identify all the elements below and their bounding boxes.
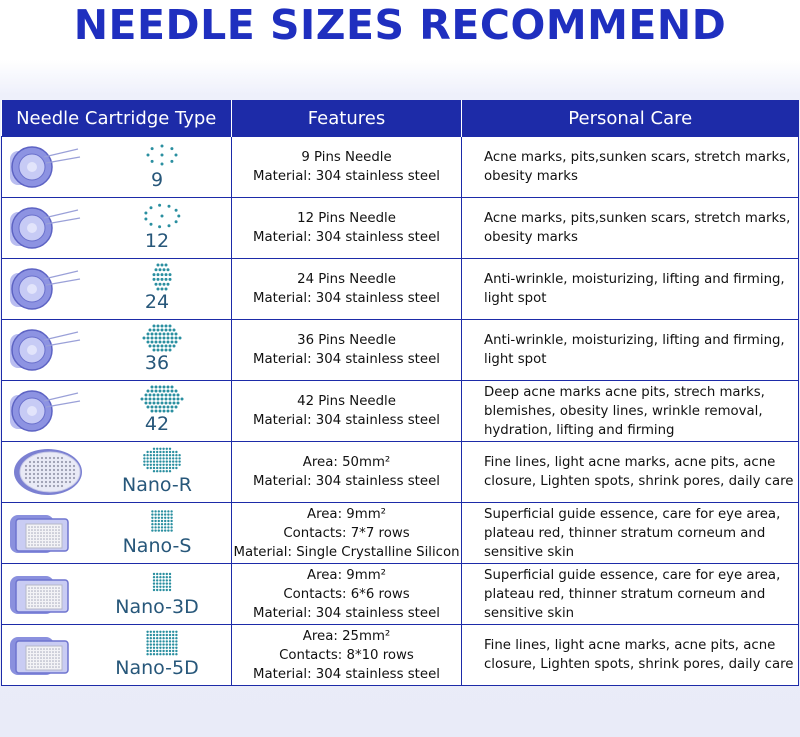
personal-care-cell: Fine lines, light acne marks, acne pits, acne closure, Lighten spots, shrink pores, daily care xyxy=(462,625,799,686)
table-row xyxy=(2,259,799,320)
cartridge-type-cell xyxy=(2,442,232,503)
pin-pattern-icon xyxy=(114,202,210,230)
features-cell xyxy=(232,625,462,686)
needle-sizes-table xyxy=(1,100,799,686)
table-header-row xyxy=(2,100,799,137)
cartridge-image xyxy=(8,448,94,496)
table-row xyxy=(2,381,799,442)
feature-line: Material: 304 stainless steel xyxy=(253,413,440,428)
feature-line: 36 Pins Needle xyxy=(297,333,396,348)
feature-line: Material: 304 stainless steel xyxy=(253,352,440,367)
feature-line: 24 Pins Needle xyxy=(297,272,396,287)
cartridge-image xyxy=(8,570,94,618)
feature-line: 42 Pins Needle xyxy=(297,394,396,409)
pin-pattern-icon xyxy=(114,324,210,352)
cartridge-type-cell xyxy=(2,381,232,442)
features-cell xyxy=(232,259,462,320)
feature-line: Contacts: 8*10 rows xyxy=(279,647,414,663)
cartridge-type-cell xyxy=(2,564,232,625)
feature-line: Material: 304 stainless steel xyxy=(253,666,440,682)
cartridge-image xyxy=(8,631,94,679)
header-features: Features xyxy=(232,100,462,137)
personal-care-cell: Anti-wrinkle, moisturizing, lifting and firming, light spot xyxy=(462,320,799,381)
feature-line: Area: 9mm² xyxy=(306,506,386,522)
feature-line: Area: 25mm² xyxy=(302,628,391,644)
features-cell xyxy=(232,381,462,442)
features-cell xyxy=(232,198,462,259)
feature-line: Material: 304 stainless steel xyxy=(253,605,440,621)
cartridge-image xyxy=(8,265,94,313)
table-row xyxy=(2,503,799,564)
cartridge-type-cell xyxy=(2,259,232,320)
features-cell xyxy=(232,442,462,503)
pin-pattern-icon xyxy=(114,507,210,535)
cartridge-type-label: 24 xyxy=(144,291,170,313)
pin-pattern-icon xyxy=(114,568,210,596)
cartridge-type-label: Nano-3D xyxy=(115,596,199,618)
table-row xyxy=(2,137,799,198)
feature-line: Area: 9mm² xyxy=(306,567,386,583)
personal-care-cell: Superficial guide essence, care for eye area, plateau red, thinner stratum corneum and sensitive skin xyxy=(462,503,799,564)
pin-pattern-icon xyxy=(114,385,210,413)
feature-line: Contacts: 7*7 rows xyxy=(283,525,410,541)
table-row xyxy=(2,442,799,503)
personal-care-cell: Anti-wrinkle, moisturizing, lifting and firming, light spot xyxy=(462,259,799,320)
feature-line: Contacts: 6*6 rows xyxy=(283,586,410,602)
cartridge-type-cell xyxy=(2,137,232,198)
cartridge-type-cell xyxy=(2,320,232,381)
pin-pattern-icon xyxy=(114,629,210,657)
cartridge-image xyxy=(8,387,94,435)
table-row xyxy=(2,625,799,686)
feature-line: 9 Pins Needle xyxy=(301,150,392,165)
features-cell xyxy=(232,503,462,564)
cartridge-type-label: 12 xyxy=(144,230,170,252)
cartridge-image xyxy=(8,509,94,557)
feature-line: 12 Pins Needle xyxy=(297,211,396,226)
cartridge-type-cell xyxy=(2,503,232,564)
pin-pattern-icon xyxy=(114,141,210,169)
feature-line: Area: 50mm² xyxy=(302,455,391,470)
cartridge-type-label: Nano-R xyxy=(122,474,192,496)
page-title: NEEDLE SIZES RECOMMEND xyxy=(73,1,727,49)
feature-line: Material: 304 stainless steel xyxy=(253,230,440,245)
pin-pattern-icon xyxy=(114,263,210,291)
table-row xyxy=(2,564,799,625)
feature-line: Material: Single Crystalline Silicon xyxy=(233,544,460,560)
features-cell xyxy=(232,320,462,381)
pin-pattern-icon xyxy=(114,446,210,474)
personal-care-cell: Deep acne marks acne pits, strech marks, blemishes, obesity lines, wrinkle removal, hydration, lifting and firming xyxy=(462,381,799,442)
feature-line: Material: 304 stainless steel xyxy=(253,169,440,184)
cartridge-type-label: Nano-5D xyxy=(115,657,199,679)
features-cell xyxy=(232,137,462,198)
personal-care-cell: Superficial guide essence, care for eye area, plateau red, thinner stratum corneum and sensitive skin xyxy=(462,564,799,625)
feature-line: Material: 304 stainless steel xyxy=(253,474,440,489)
features-cell xyxy=(232,564,462,625)
personal-care-cell: Acne marks, pits,sunken scars, stretch marks, obesity marks xyxy=(462,198,799,259)
header-cartridge-type: Needle Cartridge Type xyxy=(2,100,232,137)
table-row xyxy=(2,320,799,381)
feature-line: Material: 304 stainless steel xyxy=(253,291,440,306)
cartridge-type-cell xyxy=(2,198,232,259)
cartridge-type-label: 36 xyxy=(144,352,170,374)
personal-care-cell: Acne marks, pits,sunken scars, stretch marks, obesity marks xyxy=(462,137,799,198)
cartridge-image xyxy=(8,204,94,252)
cartridge-type-cell xyxy=(2,625,232,686)
cartridge-type-label: 42 xyxy=(144,413,170,435)
cartridge-type-label: Nano-S xyxy=(122,535,192,557)
header-personal-care: Personal Care xyxy=(462,100,799,137)
cartridge-image xyxy=(8,143,94,191)
cartridge-image xyxy=(8,326,94,374)
cartridge-type-label: 9 xyxy=(150,169,164,191)
table-row xyxy=(2,198,799,259)
personal-care-cell: Fine lines, light acne marks, acne pits, acne closure, Lighten spots, shrink pores, daily care xyxy=(462,442,799,503)
